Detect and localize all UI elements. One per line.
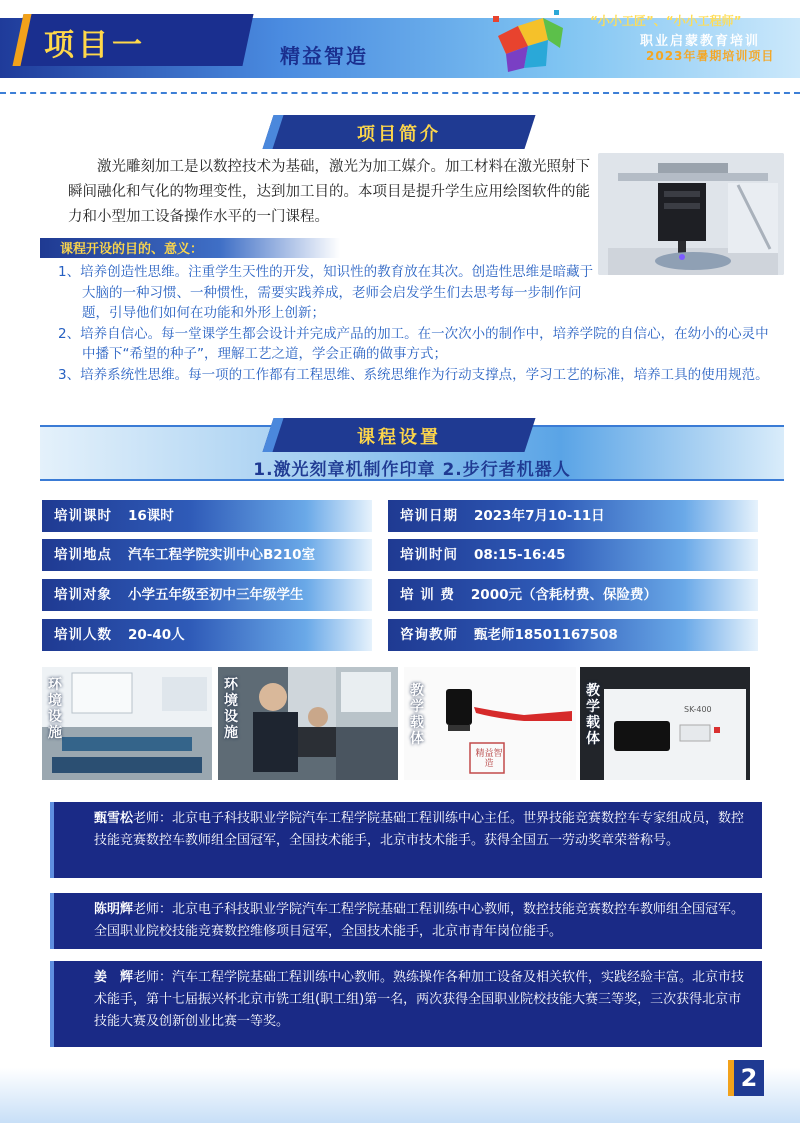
goals-heading-bar (40, 238, 340, 258)
info-row-location (42, 539, 372, 571)
classroom-photo (42, 667, 212, 780)
laser-engraver-image (598, 153, 784, 275)
teacher-title: 老师 (133, 970, 160, 985)
course-heading: 课程设置 (357, 427, 441, 448)
info-value: 甄老师18501167508 (474, 627, 618, 643)
info-value: 小学五年级至初中三年级学生 (128, 587, 304, 603)
teacher-card (50, 802, 762, 878)
cube-logo-icon (488, 6, 568, 78)
project-name: 精益智造 (280, 44, 368, 68)
info-value: 20-40人 (128, 627, 185, 643)
info-key: 培训课时 (54, 508, 112, 524)
slogan-line2: 职业启蒙教育培训 (640, 34, 761, 49)
photo-label-teach: 教学载体 (410, 683, 424, 747)
info-key: 培 训 费 (400, 587, 455, 603)
slogan-line3: 2023年暑期培训项目 (646, 49, 775, 63)
teacher-name: 甄雪松 (94, 811, 134, 826)
info-value: 汽车工程学院实训中心B210室 (128, 547, 315, 563)
info-row-audience (42, 579, 372, 611)
stamp-photo (404, 667, 576, 780)
machine-label: SK-400 (684, 705, 712, 714)
info-value: 08:15-16:45 (474, 547, 566, 563)
photo-label-teach-2: 教学载体 (586, 683, 600, 747)
info-row-fee (388, 579, 758, 611)
info-key: 培训人数 (54, 627, 112, 643)
slogan-line1: “小小工匠”、“小小工程师” (590, 14, 742, 28)
page-number: 2 (728, 1060, 764, 1096)
goal-item: 1、培养创造性思维。注重学生天性的开发，知识性的教育放在其次。创造性思维是暗藏于大脑的一种习惯、一种惯性，需要实践养成，老师会启发学生们去思考每一步制作问题，引导他们如何在功能和外形上创新； (58, 264, 594, 321)
info-row-date (388, 500, 758, 532)
info-value: 16课时 (128, 508, 174, 524)
info-key: 培训时间 (400, 547, 458, 563)
footer-band (0, 1068, 800, 1123)
teacher-name: 陈明辉 (94, 902, 134, 917)
photo-label-env: 环境设施 (48, 677, 62, 741)
goals-heading: 课程开设的目的、意义： (60, 242, 204, 257)
info-row-time (388, 539, 758, 571)
info-key: 培训地点 (54, 547, 112, 563)
teacher-name: 姜 辉 (94, 970, 134, 985)
course-list: 1.激光刻章机制作印章 2.步行者机器人 (253, 460, 571, 480)
project-label: 项目一 (44, 28, 146, 63)
teacher-card (50, 961, 762, 1047)
intro-text: 激光雕刻加工是以数控技术为基础，激光为加工媒介。加工材料在激光照射下瞬间融化和气化的物理变性，达到加工目的。本项目是提升学生应用绘图软件的能力和小型加工设备操作水平的一门课程。 (68, 159, 590, 225)
teacher-desc: ：汽车工程学院基础工程训练中心教师。熟练操作各种加工设备及相关软件，实践经验丰富。北京市技术能手，第十七届振兴杯北京市铣工组(职工组)第一名，两次获得全国职业院校技能大赛三等奖，三次获得北京市技能大赛及创新创业比赛一等奖。 (94, 970, 745, 1029)
teacher-desc: ：北京电子科技职业学院汽车工程学院基础工程训练中心主任。世界技能竞赛数控车专家组成员，数控技能竞赛数控车教师组全国冠军，全国技术能手，北京市技术能手。获得全国五一劳动奖章荣誉称号。 (94, 811, 745, 848)
photo-label-env-2: 环境设施 (224, 677, 238, 741)
info-row-capacity (42, 619, 372, 651)
info-value: 2023年7月10-11日 (474, 508, 605, 524)
goals-list (58, 262, 774, 385)
classroom-photo-2 (336, 667, 398, 780)
info-key: 培训对象 (54, 587, 112, 603)
info-row-hours (42, 500, 372, 532)
info-key: 培训日期 (400, 508, 458, 524)
info-value: 2000元（含耗材费、保险费） (470, 587, 657, 603)
teacher-title: 老师 (133, 811, 160, 826)
info-key: 咨询教师 (400, 627, 458, 643)
students-photo (218, 667, 336, 780)
stamp-text: 精益智造 (475, 749, 503, 769)
teacher-title: 老师 (133, 902, 160, 917)
goal-item: 3、培养系统性思维。每一项的工作都有工程思维、系统思维作为行动支撑点，学习工艺的标准，培养工具的使用规范。 (58, 366, 769, 383)
machine-photo (580, 667, 750, 780)
teacher-card (50, 893, 762, 949)
info-row-contact (388, 619, 758, 651)
teacher-desc: ：北京电子科技职业学院汽车工程学院基础工程训练中心教师，数控技能竞赛数控车教师组全国冠军。全国职业院校技能竞赛数控维修项目冠军，全国技术能手，北京市青年岗位能手。 (94, 902, 745, 939)
intro-heading: 项目简介 (357, 124, 441, 145)
goal-item: 2、培养自信心。每一堂课学生都会设计并完成产品的加工。在一次次小的制作中，培养学院的自信心，在幼小的心灵中中播下“希望的种子”，理解工艺之道，学会正确的做事方式； (58, 325, 769, 362)
header-divider (0, 92, 800, 94)
